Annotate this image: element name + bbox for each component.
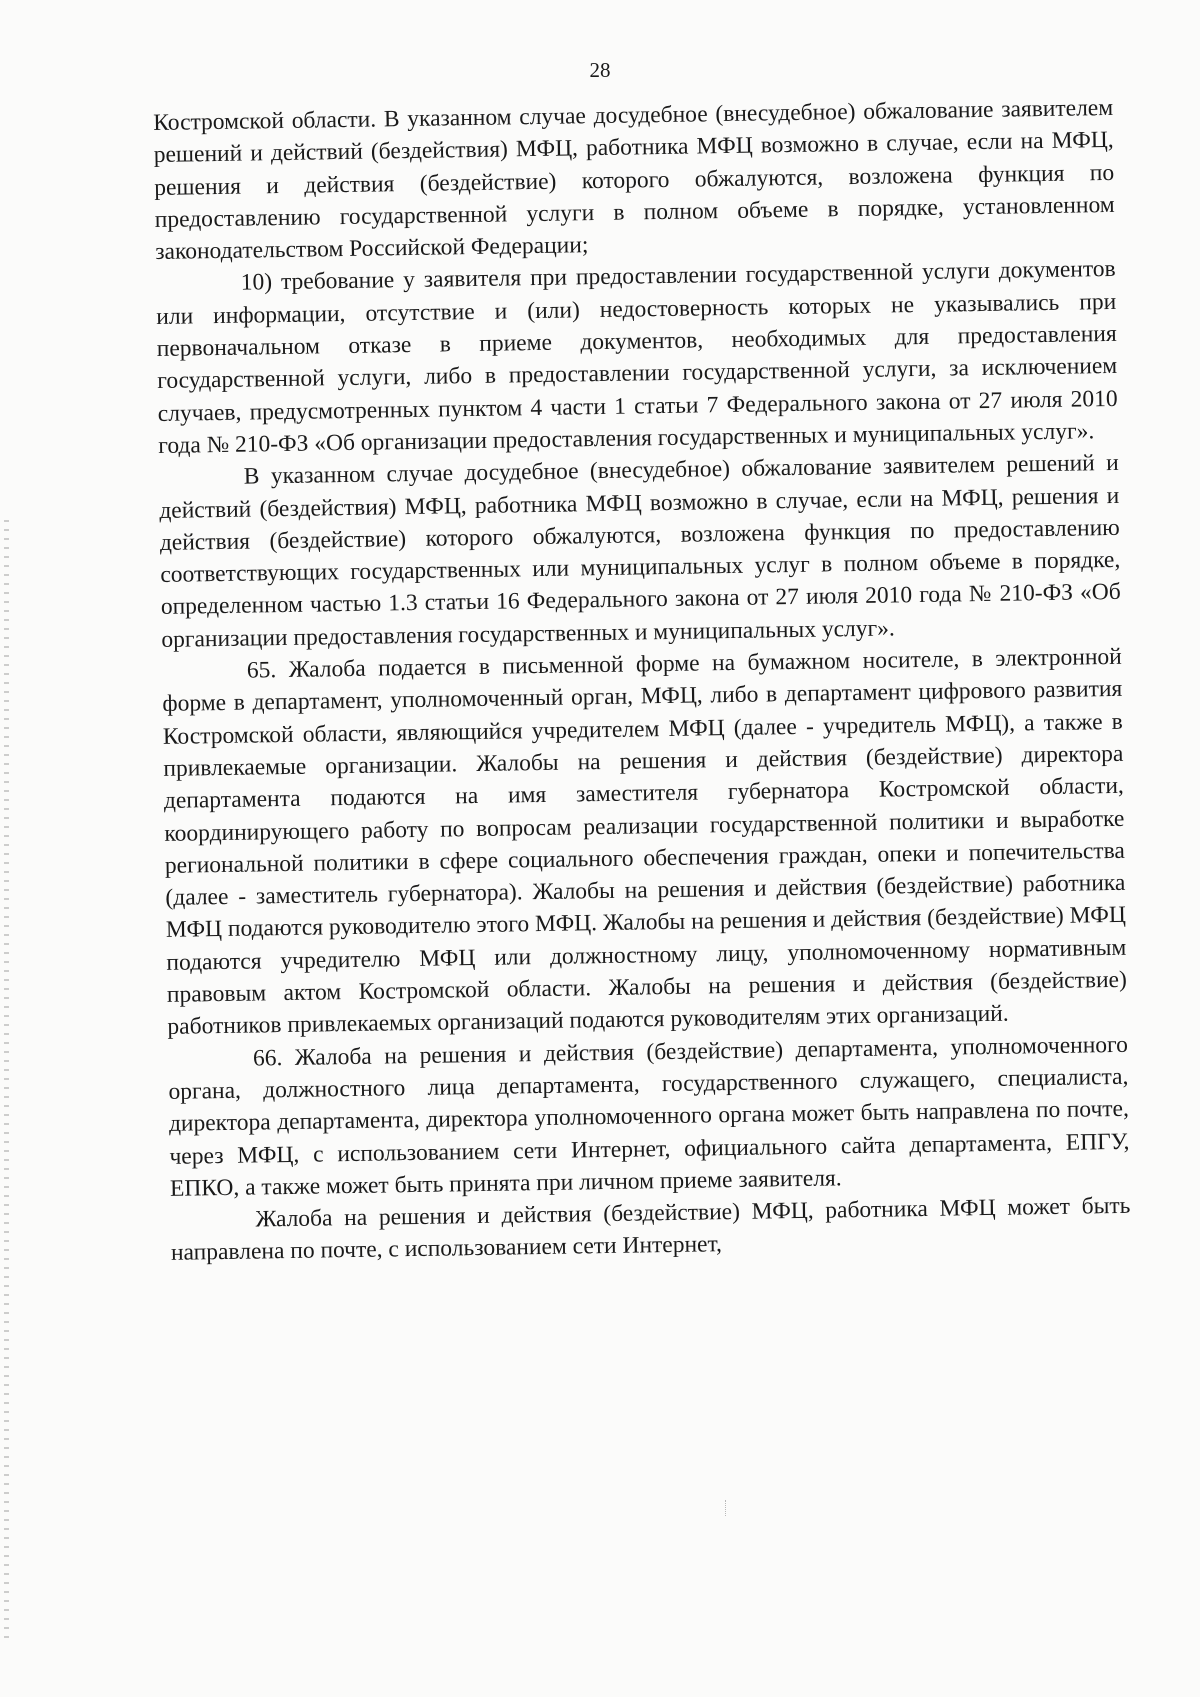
paragraph-mfc-complaint: Жалоба на решения и действия (бездействие) МФЦ, работника МФЦ может быть направлена по почте, с использованием сети Интернет, (170, 1192, 1131, 1267)
paragraph-66: 66. Жалоба на решения и действия (бездействие) департамента, уполномоченного органа, должностного лица департамента, государственного служащего, специалиста, директора департамента, директора уполномоченного органа может быть направлена по почте, через МФЦ, с использованием сети Интернет, официального сайта департамента, ЕПГУ, ЕПКО, а также может быть принята при личном приеме заявителя. (168, 1031, 1130, 1202)
paragraph-item-10: 10) требование у заявителя при предоставлении государственной услуги документов или информации, отсутствие и (или) недостоверность которых не указывались при первоначальном отказе в приеме документов, необходимых для предоставления государственной услуги, либо в предоставлении государственной услуги, за исключением случаев, предусмотренных пунктом 4 части 1 статьи 7 Федерального закона от 27 июля 2010 года № 210-ФЗ «Об организации предоставления государственных и муниципальных услуг». (156, 256, 1118, 459)
paragraph-continuation: Костромской области. В указанном случае досудебное (внесудебное) обжалование заявителем решений и действий (бездействия) МФЦ, работника МФЦ возможно в случае, если на МФЦ, решения и действия (бездействие) которого обжалуются, возложена функция по предоставлению государственной услуги в полном объеме в порядке, установленном законодательством Российской Федерации; (153, 94, 1115, 266)
paragraph-65: 65. Жалоба подается в письменной форме на бумажном носителе, в электронной форме в департамент, уполномоченный орган, МФЦ, либо в департамент цифрового развития Костромской области, являющийся учредителем МФЦ (далее - учредитель МФЦ), а также в привлекаемые организации. Жалобы на решения и действия (бездействие) директора департамента подаются на имя заместителя губернатора Костромской области, координирующего работу по вопросам реализации государственной политики и выработке региональной политики в сфере социального обеспечения граждан, опеки и попечительства (далее - заместитель губернатора). Жалобы на решения и действия (бездействие) работника МФЦ подаются руководителю этого МФЦ. Жалобы на решения и действия (бездействие) МФЦ подаются учредителю МФЦ или должностному лицу, уполномоченному нормативным правовым актом Костромской области. Жалобы на решения и действия (бездействие) работников привлекаемых организаций подаются руководителям этих организаций. (162, 643, 1128, 1041)
document-body (153, 92, 1131, 1270)
scan-speck-artifact (725, 1500, 740, 1516)
scan-edge-artifact (4, 520, 9, 1640)
page-number: 28 (589, 58, 611, 82)
paragraph-mfc-appeal: В указанном случае досудебное (внесудебное) обжалование заявителем решений и действий (бездействия) МФЦ, работника МФЦ возможно в случае, если на МФЦ, решения и действия (бездействие) которого обжалуются, возложена функция по предоставлению соответствующих государственных или муниципальных услуг в полном объеме в порядке, определенном частью 1.3 статьи 16 Федерального закона от 27 июля 2010 года № 210-ФЗ «Об организации предоставления государственных и муниципальных услуг». (159, 450, 1121, 653)
